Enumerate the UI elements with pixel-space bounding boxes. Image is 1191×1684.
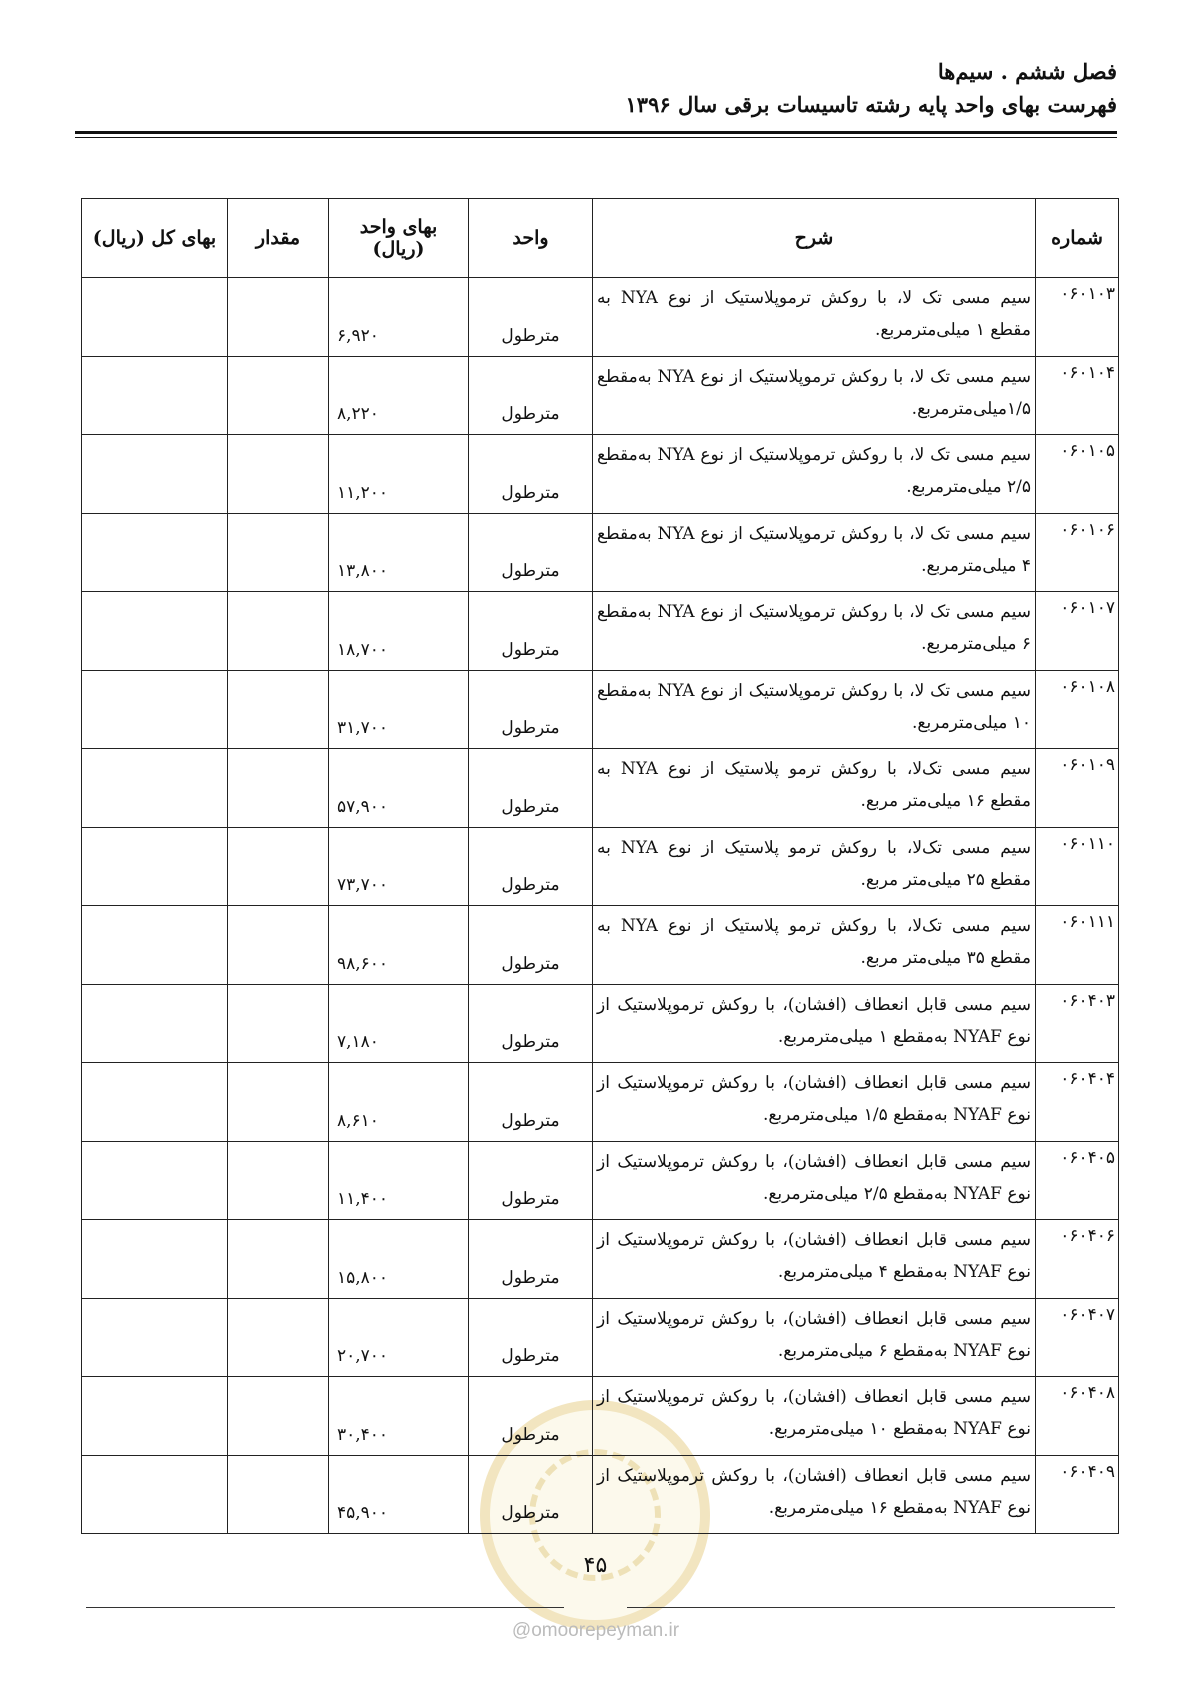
table-header-row [82,199,1119,278]
footer-rule-right [627,1607,1115,1608]
item-code: ۰۶۰۱۰۴ [1036,356,1119,435]
item-total [82,1298,228,1377]
column-header-unit-price [329,199,469,278]
item-unit-price: ۶,۹۲۰ [329,278,469,357]
item-unit-price: ۲۰,۷۰۰ [329,1298,469,1377]
item-unit: مترطول [469,827,593,906]
item-description: سیم مسی تک لا، با روکش ترموپلاستیک از نوع NYA به‌مقطع ۲/۵ میلی‌مترمربع. [593,435,1036,514]
item-code: ۰۶۰۴۰۸ [1036,1377,1119,1456]
item-total [82,827,228,906]
item-quantity [228,592,329,671]
item-total [82,435,228,514]
item-quantity [228,1298,329,1377]
item-unit: مترطول [469,1220,593,1299]
chapter-title: فصل ششم . سیم‌ها [937,59,1117,84]
item-code: ۰۶۰۱۰۷ [1036,592,1119,671]
item-description: سیم مسی قابل انعطاف (افشان)، با روکش ترموپلاستیک از نوع NYAF به‌مقطع ۱/۵ میلی‌مترمربع. [593,1063,1036,1142]
item-unit: مترطول [469,435,593,514]
item-unit-price: ۱۱,۴۰۰ [329,1141,469,1220]
table-row [82,1220,1119,1299]
item-quantity [228,1220,329,1299]
item-code: ۰۶۰۴۰۹ [1036,1455,1119,1534]
item-description: سیم مسی تک‌لا، با روکش ترمو پلاستیک از نوع NYA به مقطع ۱۶ میلی‌متر مربع. [593,749,1036,828]
table-row [82,984,1119,1063]
item-code: ۰۶۰۱۱۰ [1036,827,1119,906]
item-quantity [228,278,329,357]
column-header-quantity: مقدار [228,199,329,278]
item-quantity [228,827,329,906]
table-row [82,1298,1119,1377]
item-unit: مترطول [469,906,593,985]
column-header-total: بهای کل (ریال) [82,199,228,278]
item-description: سیم مسی تک لا، با روکش ترموپلاستیک از نوع NYA به‌مقطع ۱۰ میلی‌مترمربع. [593,670,1036,749]
item-total [82,906,228,985]
item-unit: مترطول [469,1298,593,1377]
item-code: ۰۶۰۱۰۶ [1036,513,1119,592]
item-quantity [228,906,329,985]
item-description: سیم مسی قابل انعطاف (افشان)، با روکش ترموپلاستیک از نوع NYAF به‌مقطع ۲/۵ میلی‌مترمربع. [593,1141,1036,1220]
unit-price-header-line2: (ریال) [372,238,425,260]
item-total [82,278,228,357]
table-row [82,827,1119,906]
item-total [82,513,228,592]
table-row [82,1455,1119,1534]
table-row [82,1141,1119,1220]
item-unit-price: ۳۰,۴۰۰ [329,1377,469,1456]
header-rule-thick [75,131,1117,134]
item-unit-price: ۴۵,۹۰۰ [329,1455,469,1534]
item-code: ۰۶۰۴۰۶ [1036,1220,1119,1299]
page-header [626,58,1117,120]
column-header-unit: واحد [469,199,593,278]
footer-rule-left [86,1607,564,1608]
item-total [82,1377,228,1456]
item-total [82,356,228,435]
item-quantity [228,670,329,749]
item-unit-price: ۹۸,۶۰۰ [329,906,469,985]
table-row [82,749,1119,828]
column-header-description: شرح [593,199,1036,278]
item-code: ۰۶۰۱۰۵ [1036,435,1119,514]
item-code: ۰۶۰۱۰۳ [1036,278,1119,357]
item-description: سیم مسی قابل انعطاف (افشان)، با روکش ترموپلاستیک از نوع NYAF به‌مقطع ۱۶ میلی‌مترمربع. [593,1455,1036,1534]
item-unit: مترطول [469,670,593,749]
item-code: ۰۶۰۴۰۷ [1036,1298,1119,1377]
item-unit-price: ۵۷,۹۰۰ [329,749,469,828]
item-total [82,1141,228,1220]
unit-price-header-line1: بهای واحد [359,216,438,238]
item-unit-price: ۱۸,۷۰۰ [329,592,469,671]
table-row [82,513,1119,592]
item-unit: مترطول [469,278,593,357]
document-title: فهرست بهای واحد پایه رشته تاسیسات برقی سال ۱۳۹۶ [625,92,1117,117]
item-unit: مترطول [469,749,593,828]
table-row [82,278,1119,357]
item-description: سیم مسی قابل انعطاف (افشان)، با روکش ترموپلاستیک از نوع NYAF به‌مقطع ۶ میلی‌مترمربع. [593,1298,1036,1377]
item-total [82,749,228,828]
item-unit: مترطول [469,592,593,671]
item-description: سیم مسی تک‌لا، با روکش ترمو پلاستیک از نوع NYA به مقطع ۲۵ میلی‌متر مربع. [593,827,1036,906]
item-description: سیم مسی قابل انعطاف (افشان)، با روکش ترموپلاستیک از نوع NYAF به‌مقطع ۱ میلی‌مترمربع. [593,984,1036,1063]
table-row [82,1063,1119,1142]
item-quantity [228,513,329,592]
item-unit: مترطول [469,356,593,435]
item-description: سیم مسی تک‌لا، با روکش ترمو پلاستیک از نوع NYA به مقطع ۳۵ میلی‌متر مربع. [593,906,1036,985]
table-row [82,906,1119,985]
item-quantity [228,356,329,435]
item-description: سیم مسی تک لا، با روکش ترموپلاستیک از نوع NYA به‌مقطع ۱/۵میلی‌مترمربع. [593,356,1036,435]
item-total [82,1455,228,1534]
item-code: ۰۶۰۱۱۱ [1036,906,1119,985]
item-unit-price: ۱۵,۸۰۰ [329,1220,469,1299]
item-quantity [228,1377,329,1456]
item-unit-price: ۸,۲۲۰ [329,356,469,435]
item-total [82,1063,228,1142]
item-total [82,670,228,749]
table-row [82,670,1119,749]
item-unit-price: ۳۱,۷۰۰ [329,670,469,749]
item-code: ۰۶۰۴۰۴ [1036,1063,1119,1142]
item-code: ۰۶۰۱۰۹ [1036,749,1119,828]
item-unit: مترطول [469,1063,593,1142]
item-unit: مترطول [469,1377,593,1456]
item-code: ۰۶۰۱۰۸ [1036,670,1119,749]
table-row [82,1377,1119,1456]
item-quantity [228,1455,329,1534]
site-watermark-text: @omoorepeyman.ir [511,1620,680,1641]
item-quantity [228,435,329,514]
item-description: سیم مسی تک لا، با روکش ترموپلاستیک از نوع NYA به‌مقطع ۶ میلی‌مترمربع. [593,592,1036,671]
page-number: ۴۵ [583,1553,608,1578]
item-unit: مترطول [469,1141,593,1220]
item-total [82,984,228,1063]
item-unit-price: ۱۳,۸۰۰ [329,513,469,592]
column-header-code: شماره [1036,199,1119,278]
table-row [82,592,1119,671]
item-unit: مترطول [469,1455,593,1534]
item-code: ۰۶۰۴۰۳ [1036,984,1119,1063]
item-unit-price: ۷۳,۷۰۰ [329,827,469,906]
item-description: سیم مسی تک لا، با روکش ترموپلاستیک از نوع NYA به مقطع ۱ میلی‌مترمربع. [593,278,1036,357]
item-description: سیم مسی قابل انعطاف (افشان)، با روکش ترموپلاستیک از نوع NYAF به‌مقطع ۴ میلی‌مترمربع. [593,1220,1036,1299]
item-unit-price: ۷,۱۸۰ [329,984,469,1063]
item-unit-price: ۸,۶۱۰ [329,1063,469,1142]
item-code: ۰۶۰۴۰۵ [1036,1141,1119,1220]
table-row [82,356,1119,435]
item-quantity [228,749,329,828]
item-total [82,592,228,671]
item-total [82,1220,228,1299]
table-row [82,435,1119,514]
item-quantity [228,1063,329,1142]
item-quantity [228,1141,329,1220]
item-description: سیم مسی قابل انعطاف (افشان)، با روکش ترموپلاستیک از نوع NYAF به‌مقطع ۱۰ میلی‌مترمربع. [593,1377,1036,1456]
item-description: سیم مسی تک لا، با روکش ترموپلاستیک از نوع NYA به‌مقطع ۴ میلی‌مترمربع. [593,513,1036,592]
item-unit: مترطول [469,984,593,1063]
price-table [81,198,1119,1534]
item-unit-price: ۱۱,۲۰۰ [329,435,469,514]
item-unit: مترطول [469,513,593,592]
header-rule-thin [75,137,1117,138]
item-quantity [228,984,329,1063]
